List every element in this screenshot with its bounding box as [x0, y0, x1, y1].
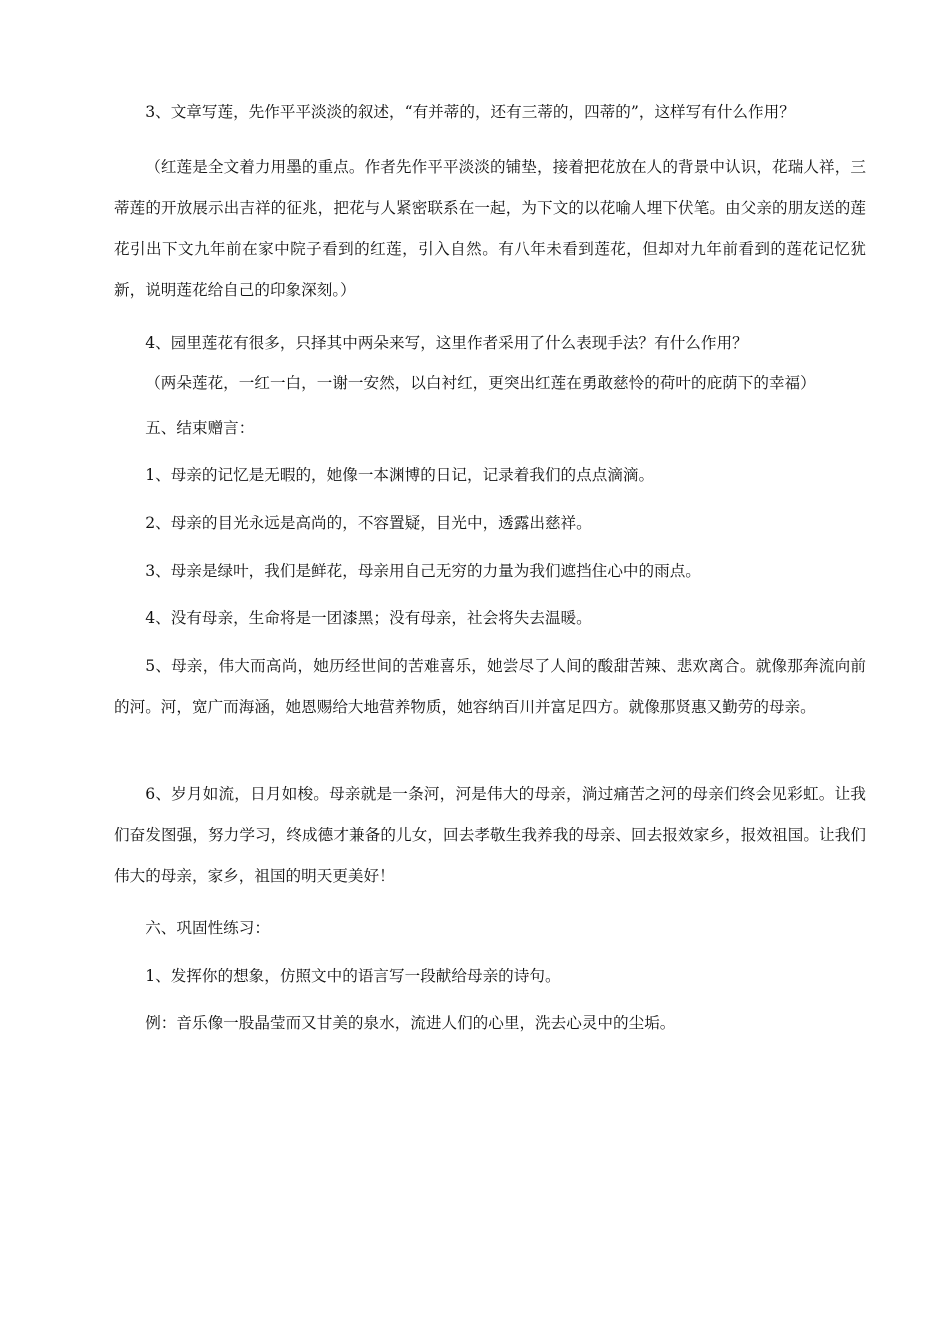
- practice-example: 例：音乐像一股晶莹而又甘美的泉水，流进人们的心里，洗去心灵中的尘垢。: [145, 1014, 676, 1032]
- answer-3: （红莲是全文着力用墨的重点。作者先作平平淡淡的铺垫，接着把花放在人的背景中认识，花瑞人祥，三蒂莲的开放展示出吉祥的征兆，把花与人紧密联系在一起，为下文的以花喻人埋下伏笔。由父亲的朋友送的莲花引出下文九年前在家中院子看到的红莲，引入自然。有八年未看到莲花，但却对九年前看到的莲花记忆犹新，说明莲花给自己的印象深刻。）: [114, 158, 866, 299]
- closing-item-2: 2、母亲的目光永远是高尚的，不容置疑，目光中，透露出慈祥。: [145, 514, 592, 532]
- answer-4: （两朵莲花，一红一白，一谢一安然，以白衬红，更突出红莲在勇敢慈怜的荷叶的庇荫下的幸福）: [145, 374, 816, 392]
- closing-item-1: 1、母亲的记忆是无暇的，她像一本渊博的日记，记录着我们的点点滴滴。: [145, 466, 655, 484]
- section-heading-practice: 六、巩固性练习：: [145, 919, 270, 937]
- closing-item-6: 6、岁月如流，日月如梭。母亲就是一条河，河是伟大的母亲，淌过痛苦之河的母亲们终会见彩虹。让我们奋发图强，努力学习，终成德才兼备的儿女，回去孝敬生我养我的母亲、回去报效家乡，报效祖国。让我们伟大的母亲，家乡，祖国的明天更美好！: [114, 785, 866, 885]
- practice-item-1: 1、发挥你的想象，仿照文中的语言写一段献给母亲的诗句。: [145, 967, 561, 985]
- closing-item-3: 3、母亲是绿叶，我们是鲜花，母亲用自己无穷的力量为我们遮挡住心中的雨点。: [145, 562, 701, 580]
- question-3: 3、文章写莲，先作平平淡淡的叙述，“有并蒂的，还有三蒂的，四蒂的”，这样写有什么作用？: [145, 103, 795, 121]
- question-4: 4、园里莲花有很多，只择其中两朵来写，这里作者采用了什么表现手法？有什么作用？: [145, 334, 748, 352]
- closing-item-4: 4、没有母亲，生命将是一团漆黑；没有母亲，社会将失去温暖。: [145, 609, 592, 627]
- closing-item-5: 5、母亲，伟大而高尚，她历经世间的苦难喜乐，她尝尽了人间的酸甜苦辣、悲欢离合。就像那奔流向前的河。河，宽广而海涵，她恩赐给大地营养物质，她容纳百川并富足四方。就像那贤惠又勤劳的母亲。: [114, 657, 866, 716]
- section-heading-closing-words: 五、结束赠言：: [145, 419, 255, 437]
